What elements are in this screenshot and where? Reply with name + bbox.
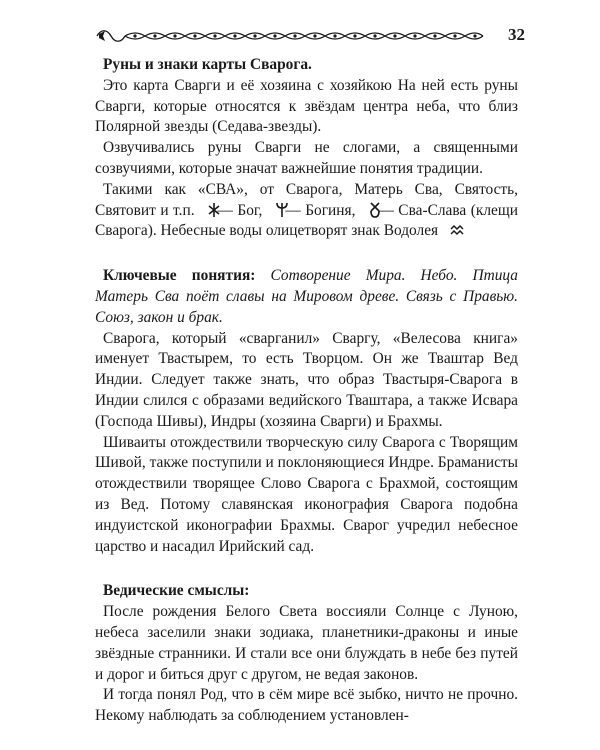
section-heading-runes: Руны и знаки карты Сварога. <box>103 56 312 73</box>
key-concepts-paragraph <box>95 266 518 328</box>
bog-rune-icon <box>199 202 213 218</box>
key-concepts-text: Сотворение Мира. Небо. Птица Матерь Сва поёт славы на Мировом древе. Связь с Правью. Союз, закон и брак. <box>95 267 519 326</box>
paragraph: Шиваиты отождествили творческую силу Сварога с Творящим Шивой, также поступили и поклоняющиеся Индре. Браманисты отождествили творящее Слово Сварога с Брахмой, состоящим из Вед. Потому славянская иконография Сварога подобна индуистской иконографии Брахмы. Сварог учредил небесное царство и насадил Ирийский сад. <box>95 433 518 555</box>
paragraph-text: — Бог, <box>217 201 263 219</box>
paragraph-runes <box>95 180 518 242</box>
ornament-border <box>95 25 485 47</box>
section-heading-key-concepts: Ключевые понятия: <box>103 267 256 285</box>
page-content <box>95 55 518 727</box>
sva-slava-rune-icon <box>360 202 374 218</box>
paragraph: После рождения Белого Света воссияли Солнце с Луною, небеса заселили знаки зодиака, планетники-драконы и иные звёздные странники. И стали все они блуждать в небе без путей и дорог и биться друг с другом, не ведая законов. <box>95 603 518 683</box>
paragraph: Это карта Сварги и её хозяина с хозяйкою На ней есть руны Сварги, которые относятся к звёздам центра неба, что близ Полярной звезды (Седава-звезды). <box>95 76 518 136</box>
paragraph-text: Такими как «СВА», от Сварога, Матерь Сва, Святость, Святовит и т.п. <box>95 180 518 219</box>
section-heading-vedic: Ведические смыслы: <box>103 582 250 600</box>
page-number: 32 <box>508 25 525 44</box>
paragraph-text: — Богиня, <box>285 201 356 219</box>
paragraph: Сварога, который «сварганил» Сваргу, «Велесова книга» именует Тваcтырем, то есть Творцом. Он же Твaштар Вед Индии. Следует также знать, что образ Твастыря-Сварога в Индии слился с образами ведийского Тваштара, а также Исвара (Господа Шивы), Индры (хозяина Сварги) и Брахмы. <box>95 329 518 430</box>
paragraph: Озвучивались руны Сварги не слогами, а священными созвучиями, которые значат важнейшие понятия традиции. <box>95 139 518 177</box>
aquarius-icon <box>442 222 456 238</box>
paragraph-text: — Сва-Слава (клещи Сварога). Небесные воды олицетворят знак Водолея <box>95 201 518 240</box>
page-header <box>95 23 525 49</box>
paragraph: И тогда понял Род, что в сём мире всё зыбко, ничто не прочно. Некому наблюдать за соблюдением установлен- <box>95 686 518 725</box>
boginya-rune-icon <box>267 202 281 218</box>
